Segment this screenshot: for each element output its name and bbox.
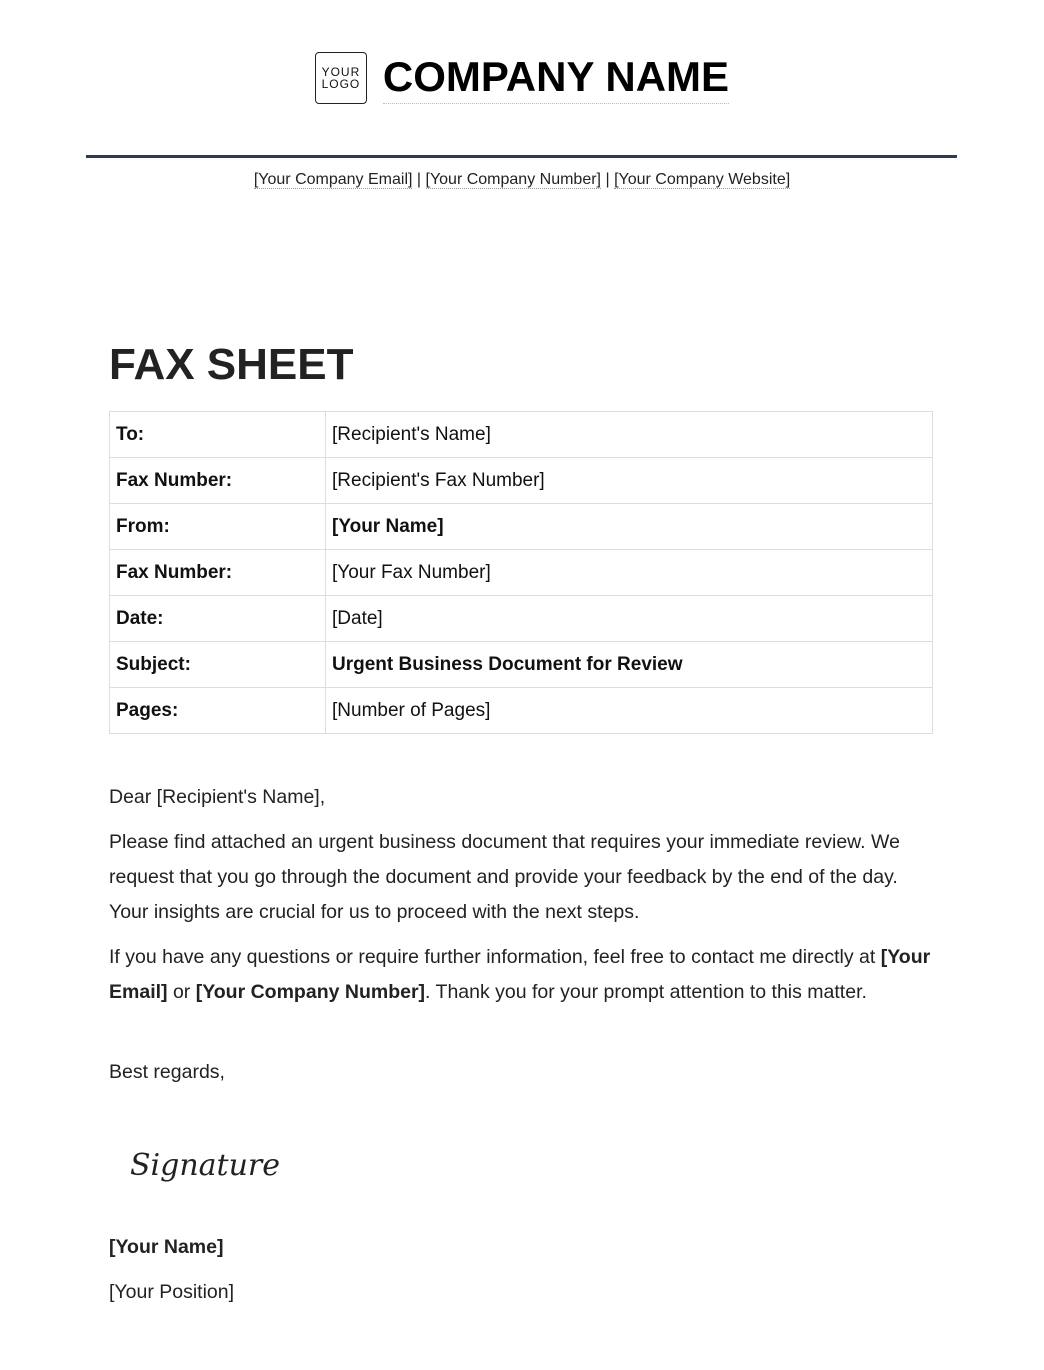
signature: Signature xyxy=(130,1148,281,1183)
row-label: From: xyxy=(110,504,326,550)
text: If you have any questions or require further information, feel free to contact me directly at xyxy=(109,946,881,968)
closing: Best regards, xyxy=(109,1061,225,1083)
logo-text: LOGO xyxy=(321,77,361,91)
row-value: [Recipient's Name] xyxy=(326,412,933,458)
table-row xyxy=(110,688,933,734)
table-row xyxy=(110,458,933,504)
greeting: Dear [Recipient's Name], xyxy=(109,786,326,808)
row-label: Fax Number: xyxy=(110,550,326,596)
row-label: Fax Number: xyxy=(110,458,326,504)
company-email: [Your Company Email] xyxy=(253,171,413,188)
logo-placeholder xyxy=(315,52,367,104)
table-row xyxy=(110,642,933,688)
number-placeholder: [Your Company Number] xyxy=(195,981,426,1003)
letter-body xyxy=(109,780,939,1100)
row-label: Subject: xyxy=(110,642,326,688)
table-row xyxy=(110,504,933,550)
table-row xyxy=(110,596,933,642)
paragraph-1: Please find attached an urgent business document that requires your immediate review. We request that you go through the document and provide your feedback by the end of the day. Your insights are crucial for us to proceed with the next steps. xyxy=(109,831,900,923)
email-placeholder: [Your Email] xyxy=(109,946,931,1003)
row-label: Pages: xyxy=(110,688,326,734)
header xyxy=(0,52,1044,104)
row-value: [Your Name] xyxy=(326,504,933,550)
contact-line xyxy=(0,171,1044,189)
row-label: Date: xyxy=(110,596,326,642)
company-website: [Your Company Website] xyxy=(614,171,791,188)
logo-text: YOUR xyxy=(321,65,361,79)
fax-details-table xyxy=(109,411,933,734)
table-row xyxy=(110,550,933,596)
row-value: [Date] xyxy=(326,596,933,642)
row-value: [Recipient's Fax Number] xyxy=(326,458,933,504)
text: . Thank you for your prompt attention to this matter. xyxy=(425,981,867,1003)
table-row xyxy=(110,412,933,458)
header-divider xyxy=(86,155,957,158)
company-name: COMPANY NAME xyxy=(383,53,729,104)
page-title: FAX SHEET xyxy=(109,340,354,389)
row-value: [Number of Pages] xyxy=(326,688,933,734)
sender-name: [Your Name] xyxy=(109,1236,224,1258)
row-value: [Your Fax Number] xyxy=(326,550,933,596)
row-label: To: xyxy=(110,412,326,458)
row-value: Urgent Business Document for Review xyxy=(326,642,933,688)
sender-position: [Your Position] xyxy=(109,1281,235,1303)
company-number: [Your Company Number] xyxy=(425,171,601,188)
paragraph-2 xyxy=(109,940,939,1010)
separator: | xyxy=(416,171,422,188)
separator: | xyxy=(605,171,610,188)
text: or xyxy=(167,981,196,1003)
